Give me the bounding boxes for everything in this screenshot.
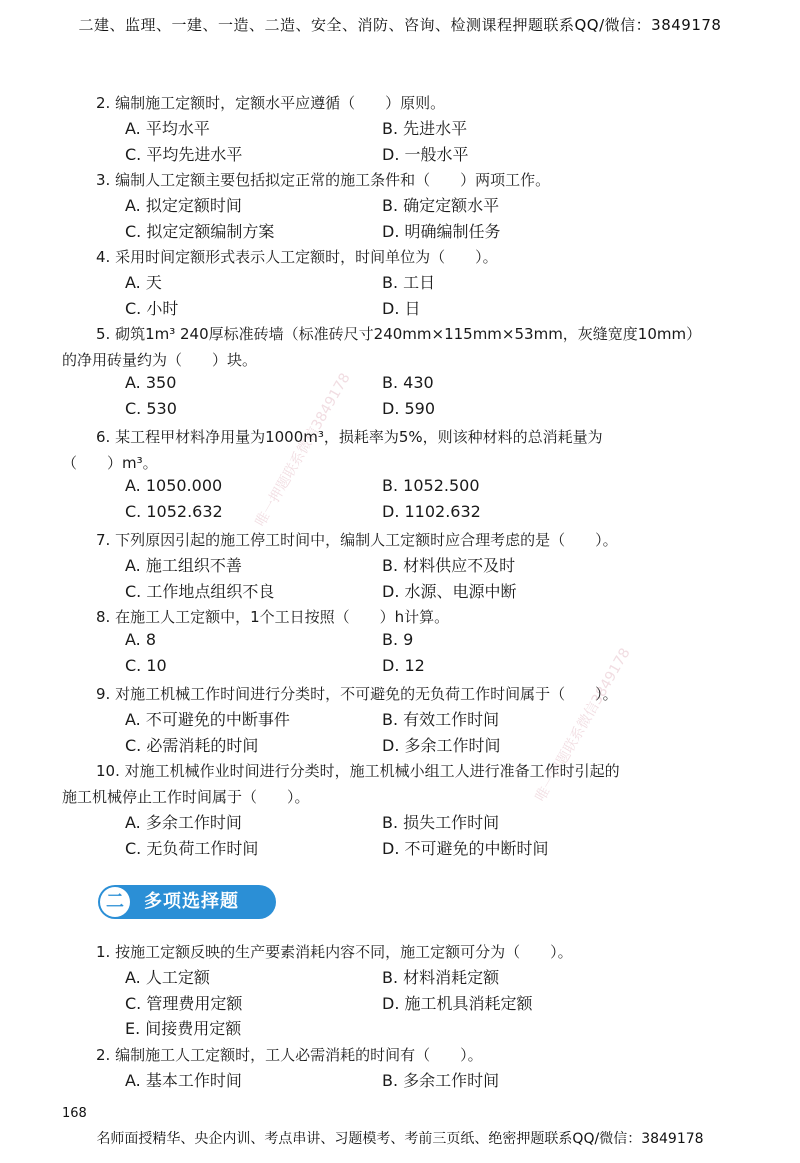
option-row — [62, 1016, 762, 1042]
answer-option: B. 1052.500 — [382, 476, 480, 495]
answer-option: A. 8 — [125, 630, 157, 649]
question-text-continued: 的净用砖量约为（ ）块。 — [62, 351, 258, 369]
answer-option: D. 多余工作时间 — [382, 735, 501, 755]
question-text: 2. 编制施工人工定额时，工人必需消耗的时间有（ ）。 — [96, 1045, 483, 1064]
single-choice-list — [62, 90, 762, 861]
option-row — [62, 476, 762, 502]
answer-option: C. 平均先进水平 — [125, 144, 243, 164]
answer-option: A. 基本工作时间 — [125, 1070, 242, 1090]
option-row — [62, 630, 762, 656]
answer-option: A. 350 — [125, 373, 177, 392]
page-number: 168 — [62, 1106, 87, 1121]
answer-option: B. 材料消耗定额 — [382, 968, 500, 987]
answer-option: B. 有效工作时间 — [382, 710, 500, 729]
question-text: 7. 下列原因引起的施工停工时间中，编制人工定额时应合理考虑的是（ ）。 — [96, 531, 618, 549]
answer-option: D. 不可避免的中断时间 — [382, 838, 549, 858]
answer-option: B. 确定定额水平 — [382, 196, 500, 215]
answer-option: B. 多余工作时间 — [382, 1070, 500, 1090]
option-row — [62, 579, 762, 605]
question — [62, 1042, 762, 1094]
option-row — [62, 991, 762, 1017]
answer-option: C. 10 — [125, 655, 167, 675]
answer-option: D. 12 — [382, 655, 425, 675]
option-row — [62, 373, 762, 399]
option-row — [62, 270, 762, 296]
option-row — [62, 1068, 762, 1094]
answer-option: A. 1050.000 — [125, 476, 223, 495]
option-row — [62, 502, 762, 528]
answer-option: B. 先进水平 — [382, 119, 468, 138]
answer-option: D. 590 — [382, 398, 436, 418]
answer-option: A. 天 — [125, 273, 162, 292]
answer-option: C. 拟定定额编制方案 — [125, 221, 275, 241]
answer-option: A. 不可避免的中断事件 — [125, 710, 290, 729]
question-text: 3. 编制人工定额主要包括拟定正常的施工条件和（ ）两项工作。 — [96, 171, 551, 189]
answer-option: B. 430 — [382, 373, 434, 392]
answer-option: B. 损失工作时间 — [382, 813, 500, 832]
option-row — [62, 296, 762, 322]
answer-option: A. 多余工作时间 — [125, 813, 242, 832]
multi-choice-list — [62, 939, 762, 1093]
option-row — [62, 193, 762, 219]
question — [62, 681, 762, 758]
question-text-continued: （ ）m³。 — [62, 454, 158, 472]
page-content — [62, 90, 762, 1093]
question — [62, 424, 762, 527]
answer-option: D. 水源、电源中断 — [382, 581, 517, 601]
bottom-banner: 名师面授精华、央企内训、考点串讲、习题模考、考前三页纸、绝密押题联系QQ/微信：3849178 — [96, 1131, 704, 1147]
option-row — [62, 142, 762, 168]
top-banner: 二建、监理、一建、一造、二造、安全、消防、咨询、检测课程押题联系QQ/微信：3849178 — [78, 16, 722, 34]
answer-option: A. 施工组织不善 — [125, 556, 242, 575]
question — [62, 939, 762, 1042]
answer-option: D. 1102.632 — [382, 501, 481, 521]
answer-option: C. 小时 — [125, 298, 179, 318]
option-row — [62, 965, 762, 991]
question-text: 10. 对施工机械作业时间进行分类时，施工机械小组工人进行准备工作时引起的 — [96, 762, 620, 780]
question — [62, 527, 762, 604]
answer-option: B. 9 — [382, 630, 414, 649]
question-text: 1. 按施工定额反映的生产要素消耗内容不同，施工定额可分为（ ）。 — [96, 943, 573, 961]
option-row — [62, 707, 762, 733]
option-row — [62, 116, 762, 142]
question — [62, 321, 762, 424]
answer-option: D. 一般水平 — [382, 144, 469, 164]
answer-option: A. 拟定定额时间 — [125, 196, 242, 215]
answer-option: D. 施工机具消耗定额 — [382, 993, 533, 1013]
option-row — [62, 553, 762, 579]
answer-option: A. 人工定额 — [125, 968, 210, 987]
answer-option: D. 明确编制任务 — [382, 221, 501, 241]
question-text: 6. 某工程甲材料净用量为1000m³，损耗率为5%，则该种材料的总消耗量为 — [96, 428, 603, 446]
question — [62, 758, 762, 861]
answer-option: C. 必需消耗的时间 — [125, 735, 259, 755]
question-text: 5. 砌筑1m³ 240厚标准砖墙（标准砖尺寸240mm×115mm×53mm，灰缝宽度10mm） — [96, 325, 702, 343]
question-text: 9. 对施工机械工作时间进行分类时，不可避免的无负荷工作时间属于（ ）。 — [96, 685, 618, 703]
watermark: 唯一押题联系微信3849178 — [252, 370, 354, 530]
question — [62, 167, 762, 244]
question — [62, 90, 762, 167]
option-row — [62, 219, 762, 245]
question-text: 8. 在施工人工定额中，1个工日按照（ ）h计算。 — [96, 608, 450, 626]
answer-option: B. 材料供应不及时 — [382, 556, 516, 575]
answer-option: B. 工日 — [382, 273, 436, 292]
answer-option: D. 日 — [382, 298, 421, 318]
question-text-continued: 施工机械停止工作时间属于（ ）。 — [62, 788, 310, 806]
answer-option: C. 1052.632 — [125, 501, 223, 521]
question-text: 2. 编制施工定额时，定额水平应遵循（ ）原则。 — [96, 94, 446, 112]
section-title: 多项选择题 — [144, 891, 239, 912]
watermark: 唯一押题联系微信3849178 — [532, 645, 634, 805]
option-row — [62, 656, 762, 682]
answer-option: C. 530 — [125, 398, 177, 418]
answer-option: C. 无负荷工作时间 — [125, 838, 259, 858]
option-row — [62, 810, 762, 836]
question-text: 4. 采用时间定额形式表示人工定额时，时间单位为（ ）。 — [96, 248, 498, 266]
answer-option: A. 平均水平 — [125, 119, 210, 138]
section-header — [98, 885, 278, 921]
answer-option: C. 管理费用定额 — [125, 993, 243, 1013]
answer-option: E. 间接费用定额 — [125, 1019, 242, 1038]
section-number: 二 — [100, 887, 130, 917]
option-row — [62, 399, 762, 425]
question — [62, 604, 762, 681]
answer-option: C. 工作地点组织不良 — [125, 581, 275, 601]
option-row — [62, 836, 762, 862]
question — [62, 244, 762, 321]
option-row — [62, 733, 762, 759]
